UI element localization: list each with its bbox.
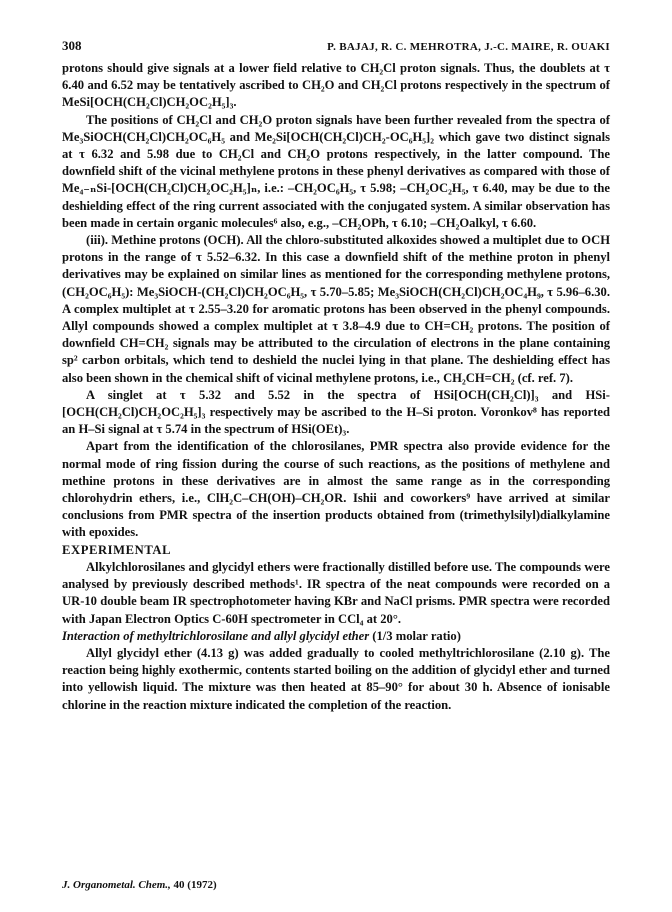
paragraph-ring-fission: Apart from the identification of the chlorosilanes, PMR spectra also provide evidence for the normal mode of ring fission during the course of such reactions, as the positions of methylene and methine protons in these derivatives are in almost the same range as in the corresponding chlorohydrin ethers, i.e., ClH₂C–CH(OH)–CH₂OR. Ishii and coworkers⁹ have arrived at similar conclusions from PMR spectra of the insertion products obtained from (trimethylsilyl)dialkylamine with epoxides. xyxy=(62,439,610,540)
subsection-title xyxy=(62,628,610,645)
journal-page xyxy=(62,38,610,714)
paragraph-procedure: Allyl glycidyl ether (4.13 g) was added gradually to cooled methyltrichlorosilane (2.10 g). The reaction being highly exothermic, contents started boiling on the addition of glycidyl ether and turned into yellowish liquid. The mixture was then heated at 85–90° for about 30 h. Absence of ionisable chlorine in the reaction mixture indicated the completion of the reaction. xyxy=(62,645,610,712)
journal-footer xyxy=(62,879,217,891)
subsection-title-text: Interaction of methyltrichlorosilane and allyl glycidyl ether xyxy=(62,628,370,643)
paragraph-h-si-singlet: A singlet at τ 5.32 and 5.52 in the spectra of HSi[OCH(CH₂Cl)]₃ and HSi-[OCH(CH₂Cl)CH₂OC₂H₅]₃ respectively may be ascribed to the H–Si proton. Voronkov⁸ has reported an H–Si signal at τ 5.74 in the spectrum of HSi(OEt)₃. xyxy=(62,387,610,437)
journal-volume: 40 (1972) xyxy=(170,879,217,891)
running-header xyxy=(62,38,610,60)
paragraph-methine-protons: (iii). Methine protons (OCH). All the chloro-substituted alkoxides showed a multiplet due to OCH protons in the range of τ 5.52–6.32. In this case a downfield shift of the methine proton in phenyl derivatives may be explained on similar lines as mentioned for the corresponding methylene protons, (CH₂OC₆H₅): Me₃SiOCH-(CH₂Cl)CH₂OC₆H₅, τ 5.70–5.85; Me₃SiOCH(CH₂Cl)CH₂OC₄H₉, τ 5.96–6.30. A complex multiplet at τ 2.55–3.20 for aromatic protons has been observed in the phenyl compounds. Allyl compounds showed a complex multiplet at τ 3.8–4.9 due to CH=CH₂ protons. The position of downfield CH=CH₂ signals may be attributed to the circulation of electrons in the plane containing sp² carbon orbitals, which tend to deshield the nuclei lying in that plane. The deshielding effect has also been shown in the chemical shift of vicinal methylene protons, i.e., CH₂CH=CH₂ (cf. ref. 7). xyxy=(62,233,610,385)
section-heading-experimental: EXPERIMENTAL xyxy=(62,542,172,557)
running-authors: P. BAJAJ, R. C. MEHROTRA, J.-C. MAIRE, R. OUAKI xyxy=(327,41,610,53)
paragraph-2: The positions of CH₂Cl and CH₂O proton signals have been further revealed from the spectra of Me₃SiOCH(CH₂Cl)CH₂OC₆H₅ and Me₂Si[OCH(CH₂Cl)CH₂-OC₆H₅]₂ which gave two distinct signals at τ 6.32 and 5.98 due to CH₂Cl and CH₂O protons respectively, in the latter compound. The downfield shift of the vicinal methylene protons in these phenyl derivatives as compared with those of Me₄₋ₙSi-[OCH(CH₂Cl)CH₂OC₂H₅]ₙ, i.e.: –CH₂OC₆H₅, τ 5.98; –CH₂OC₂H₅, τ 6.40, may be due to the deshielding effect of the ring current associated with the conjugated system. A similar observation has been made in certain organic molecules⁶ also, e.g., –CH₂OPh, τ 6.10; –CH₂Oalkyl, τ 6.60. xyxy=(62,112,610,230)
paragraph-1: protons should give signals at a lower field relative to CH₂Cl proton signals. Thus, the doublets at τ 6.40 and 6.52 may be tentatively ascribed to CH₂O and CH₂Cl protons respectively in the spectrum of MeSi[OCH(CH₂Cl)CH₂OC₂H₅]₃. xyxy=(62,61,610,110)
journal-name: J. Organometal. Chem., xyxy=(62,879,171,891)
page-number: 308 xyxy=(62,38,82,53)
subsection-ratio: (1/3 molar ratio) xyxy=(369,628,461,643)
article-body xyxy=(62,60,610,714)
paragraph-experimental: Alkylchlorosilanes and glycidyl ethers were fractionally distilled before use. The compounds were analysed by previously described methods¹. IR spectra of the neat compounds were recorded on a UR-10 double beam IR spectrophotometer having KBr and NaCl prisms. PMR spectra were recorded with Japan Electron Optics C-60H spectrometer in CCl₄ at 20°. xyxy=(62,559,610,626)
